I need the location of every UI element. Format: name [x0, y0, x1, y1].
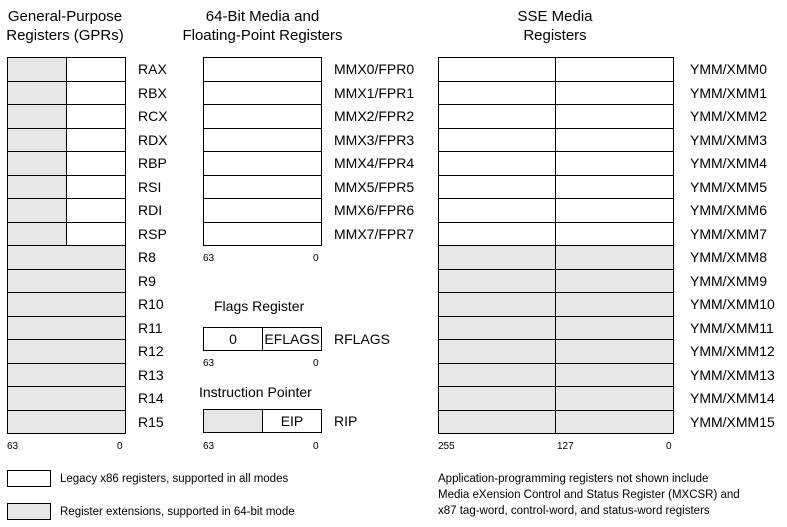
sse-lower-half-cell	[555, 386, 674, 411]
sse-lower-half-cell	[555, 81, 674, 105]
gpr-extended-cell	[7, 386, 126, 411]
gpr-bit-low: 0	[117, 441, 123, 452]
mmx-register-cell	[203, 151, 322, 176]
mmx-register-stack	[203, 57, 415, 245]
rflags-name: RFLAGS	[334, 331, 391, 347]
sse-name-2: YMM/XMM2	[690, 108, 767, 124]
sse-upper-half-cell	[438, 292, 556, 317]
gpr-lower-cell	[66, 128, 126, 152]
gpr-lower-cell	[66, 104, 126, 129]
mmx-register-cell	[203, 104, 322, 129]
legend-legacy-text: Legacy x86 registers, supported in all modes	[60, 473, 289, 485]
sse-register-stack	[438, 57, 775, 433]
legend-extension-swatch	[7, 503, 51, 520]
sse-lower-half-cell	[555, 128, 674, 152]
sse-upper-half-cell	[438, 410, 556, 434]
ip-bit-low: 0	[313, 441, 319, 452]
sse-bit-mid: 127	[557, 441, 574, 452]
gpr-extended-cell	[7, 292, 126, 317]
gpr-name-7: RSP	[138, 226, 167, 242]
gpr-name-1: RBX	[138, 85, 167, 101]
rip-name: RIP	[334, 413, 358, 429]
sse-upper-half-cell	[438, 198, 556, 223]
mmx-name-0: MMX0/FPR0	[334, 61, 415, 77]
eip-cell	[262, 409, 322, 433]
sse-name-3: YMM/XMM3	[690, 132, 767, 148]
gpr-name-14: R14	[138, 390, 164, 406]
gpr-extended-cell	[7, 316, 126, 340]
mmx-header-line1: 64-Bit Media and	[205, 8, 320, 25]
gpr-upper-cell	[7, 222, 67, 246]
legend-legacy-swatch	[7, 470, 51, 487]
gpr-extended-cell	[7, 269, 126, 293]
gpr-lower-cell	[66, 198, 126, 223]
sse-upper-half-cell	[438, 386, 556, 411]
gpr-header-line2: Registers (GPRs)	[6, 27, 124, 44]
gpr-lower-cell	[66, 57, 126, 82]
gpr-bit-high: 63	[7, 441, 19, 452]
sse-lower-half-cell	[555, 198, 674, 223]
gpr-upper-cell	[7, 128, 67, 152]
sse-lower-half-cell	[555, 222, 674, 246]
flags-bit-low: 0	[313, 358, 319, 369]
sse-upper-half-cell	[438, 175, 556, 199]
gpr-lower-cell	[66, 222, 126, 246]
gpr-upper-cell	[7, 57, 67, 82]
sse-bit-low: 0	[666, 441, 672, 452]
gpr-name-2: RCX	[138, 108, 168, 124]
eflags-cell	[262, 327, 322, 351]
sse-name-1: YMM/XMM1	[690, 85, 767, 101]
sse-name-12: YMM/XMM12	[690, 343, 775, 359]
flags-bit-high: 63	[203, 358, 215, 369]
gpr-upper-cell	[7, 104, 67, 129]
sse-lower-half-cell	[555, 316, 674, 340]
gpr-extended-cell	[7, 363, 126, 387]
gpr-name-4: RBP	[138, 155, 167, 171]
gpr-name-5: RSI	[138, 179, 162, 195]
sse-lower-half-cell	[555, 410, 674, 434]
sse-lower-half-cell	[555, 269, 674, 293]
mmx-header-line2: Floating-Point Registers	[182, 27, 343, 44]
mmx-name-2: MMX2/FPR2	[334, 108, 415, 124]
mmx-name-4: MMX4/FPR4	[334, 155, 415, 171]
flags-register-title: Flags Register	[214, 298, 305, 314]
gpr-name-0: RAX	[138, 61, 167, 77]
sse-bit-high: 255	[438, 441, 455, 452]
mmx-name-1: MMX1/FPR1	[334, 85, 415, 101]
gpr-extended-cell	[7, 339, 126, 364]
rflags-upper-cell	[203, 327, 263, 351]
sse-name-9: YMM/XMM9	[690, 273, 767, 289]
sse-header	[490, 7, 620, 45]
gpr-name-12: R12	[138, 343, 164, 359]
legend-extension-text: Register extensions, supported in 64-bit mode	[60, 506, 295, 518]
sse-upper-half-cell	[438, 316, 556, 340]
sse-name-13: YMM/XMM13	[690, 367, 775, 383]
sse-upper-half-cell	[438, 128, 556, 152]
gpr-lower-cell	[66, 175, 126, 199]
sse-upper-half-cell	[438, 363, 556, 387]
sse-name-5: YMM/XMM5	[690, 179, 767, 195]
gpr-name-10: R10	[138, 296, 164, 312]
mmx-name-7: MMX7/FPR7	[334, 226, 415, 242]
sse-lower-half-cell	[555, 104, 674, 129]
mmx-register-cell	[203, 57, 322, 82]
gpr-header	[0, 7, 130, 45]
mmx-bit-high: 63	[203, 253, 215, 264]
gpr-register-stack	[7, 57, 168, 433]
mmx-name-6: MMX6/FPR6	[334, 202, 415, 218]
gpr-name-15: R15	[138, 414, 164, 430]
sse-upper-half-cell	[438, 151, 556, 176]
sse-upper-half-cell	[438, 104, 556, 129]
sse-name-6: YMM/XMM6	[690, 202, 767, 218]
mmx-register-cell	[203, 198, 322, 223]
eip-label: EIP	[280, 413, 304, 429]
sse-lower-half-cell	[555, 151, 674, 176]
mmx-register-cell	[203, 175, 322, 199]
sse-name-11: YMM/XMM11	[690, 320, 774, 336]
sse-name-10: YMM/XMM10	[690, 296, 775, 312]
rflags-upper-value: 0	[229, 331, 237, 347]
sse-header-line2: Registers	[523, 27, 587, 44]
gpr-name-3: RDX	[138, 132, 168, 148]
sse-lower-half-cell	[555, 363, 674, 387]
gpr-extended-cell	[7, 410, 126, 434]
mmx-register-cell	[203, 81, 322, 105]
ip-bit-high: 63	[203, 441, 215, 452]
sse-name-4: YMM/XMM4	[690, 155, 767, 171]
sse-lower-half-cell	[555, 339, 674, 364]
sse-name-0: YMM/XMM0	[690, 61, 767, 77]
sse-lower-half-cell	[555, 175, 674, 199]
gpr-upper-cell	[7, 81, 67, 105]
gpr-lower-cell	[66, 151, 126, 176]
mmx-header	[170, 7, 355, 45]
gpr-name-11: R11	[138, 320, 163, 336]
gpr-name-6: RDI	[138, 202, 163, 218]
footnote-line2: Media eXension Control and Status Register (MXCSR) and	[438, 489, 740, 501]
instruction-pointer-title: Instruction Pointer	[199, 384, 312, 400]
gpr-upper-cell	[7, 198, 67, 223]
gpr-header-line1: General-Purpose	[7, 8, 123, 25]
sse-upper-half-cell	[438, 269, 556, 293]
gpr-upper-cell	[7, 151, 67, 176]
sse-lower-half-cell	[555, 245, 674, 270]
sse-upper-half-cell	[438, 57, 556, 82]
sse-upper-half-cell	[438, 339, 556, 364]
mmx-register-cell	[203, 128, 322, 152]
gpr-extended-cell	[7, 245, 126, 270]
sse-upper-half-cell	[438, 222, 556, 246]
mmx-bit-low: 0	[313, 253, 319, 264]
rip-upper-cell	[203, 409, 263, 433]
mmx-name-5: MMX5/FPR5	[334, 179, 415, 195]
sse-lower-half-cell	[555, 292, 674, 317]
gpr-name-9: R9	[138, 273, 156, 289]
sse-name-7: YMM/XMM7	[690, 226, 767, 242]
sse-lower-half-cell	[555, 57, 674, 82]
mmx-name-3: MMX3/FPR3	[334, 132, 415, 148]
gpr-name-13: R13	[138, 367, 164, 383]
sse-name-8: YMM/XMM8	[690, 249, 767, 265]
eflags-label: EFLAGS	[264, 331, 320, 347]
mmx-register-cell	[203, 222, 322, 246]
footnote-line1: Application-programming registers not shown include	[438, 473, 709, 485]
sse-upper-half-cell	[438, 81, 556, 105]
sse-name-14: YMM/XMM14	[690, 390, 775, 406]
footnote-line3: x87 tag-word, control-word, and status-word registers	[438, 505, 710, 517]
sse-header-line1: SSE Media	[517, 8, 593, 25]
gpr-upper-cell	[7, 175, 67, 199]
gpr-name-8: R8	[138, 249, 156, 265]
gpr-lower-cell	[66, 81, 126, 105]
sse-name-15: YMM/XMM15	[690, 414, 775, 430]
sse-upper-half-cell	[438, 245, 556, 270]
